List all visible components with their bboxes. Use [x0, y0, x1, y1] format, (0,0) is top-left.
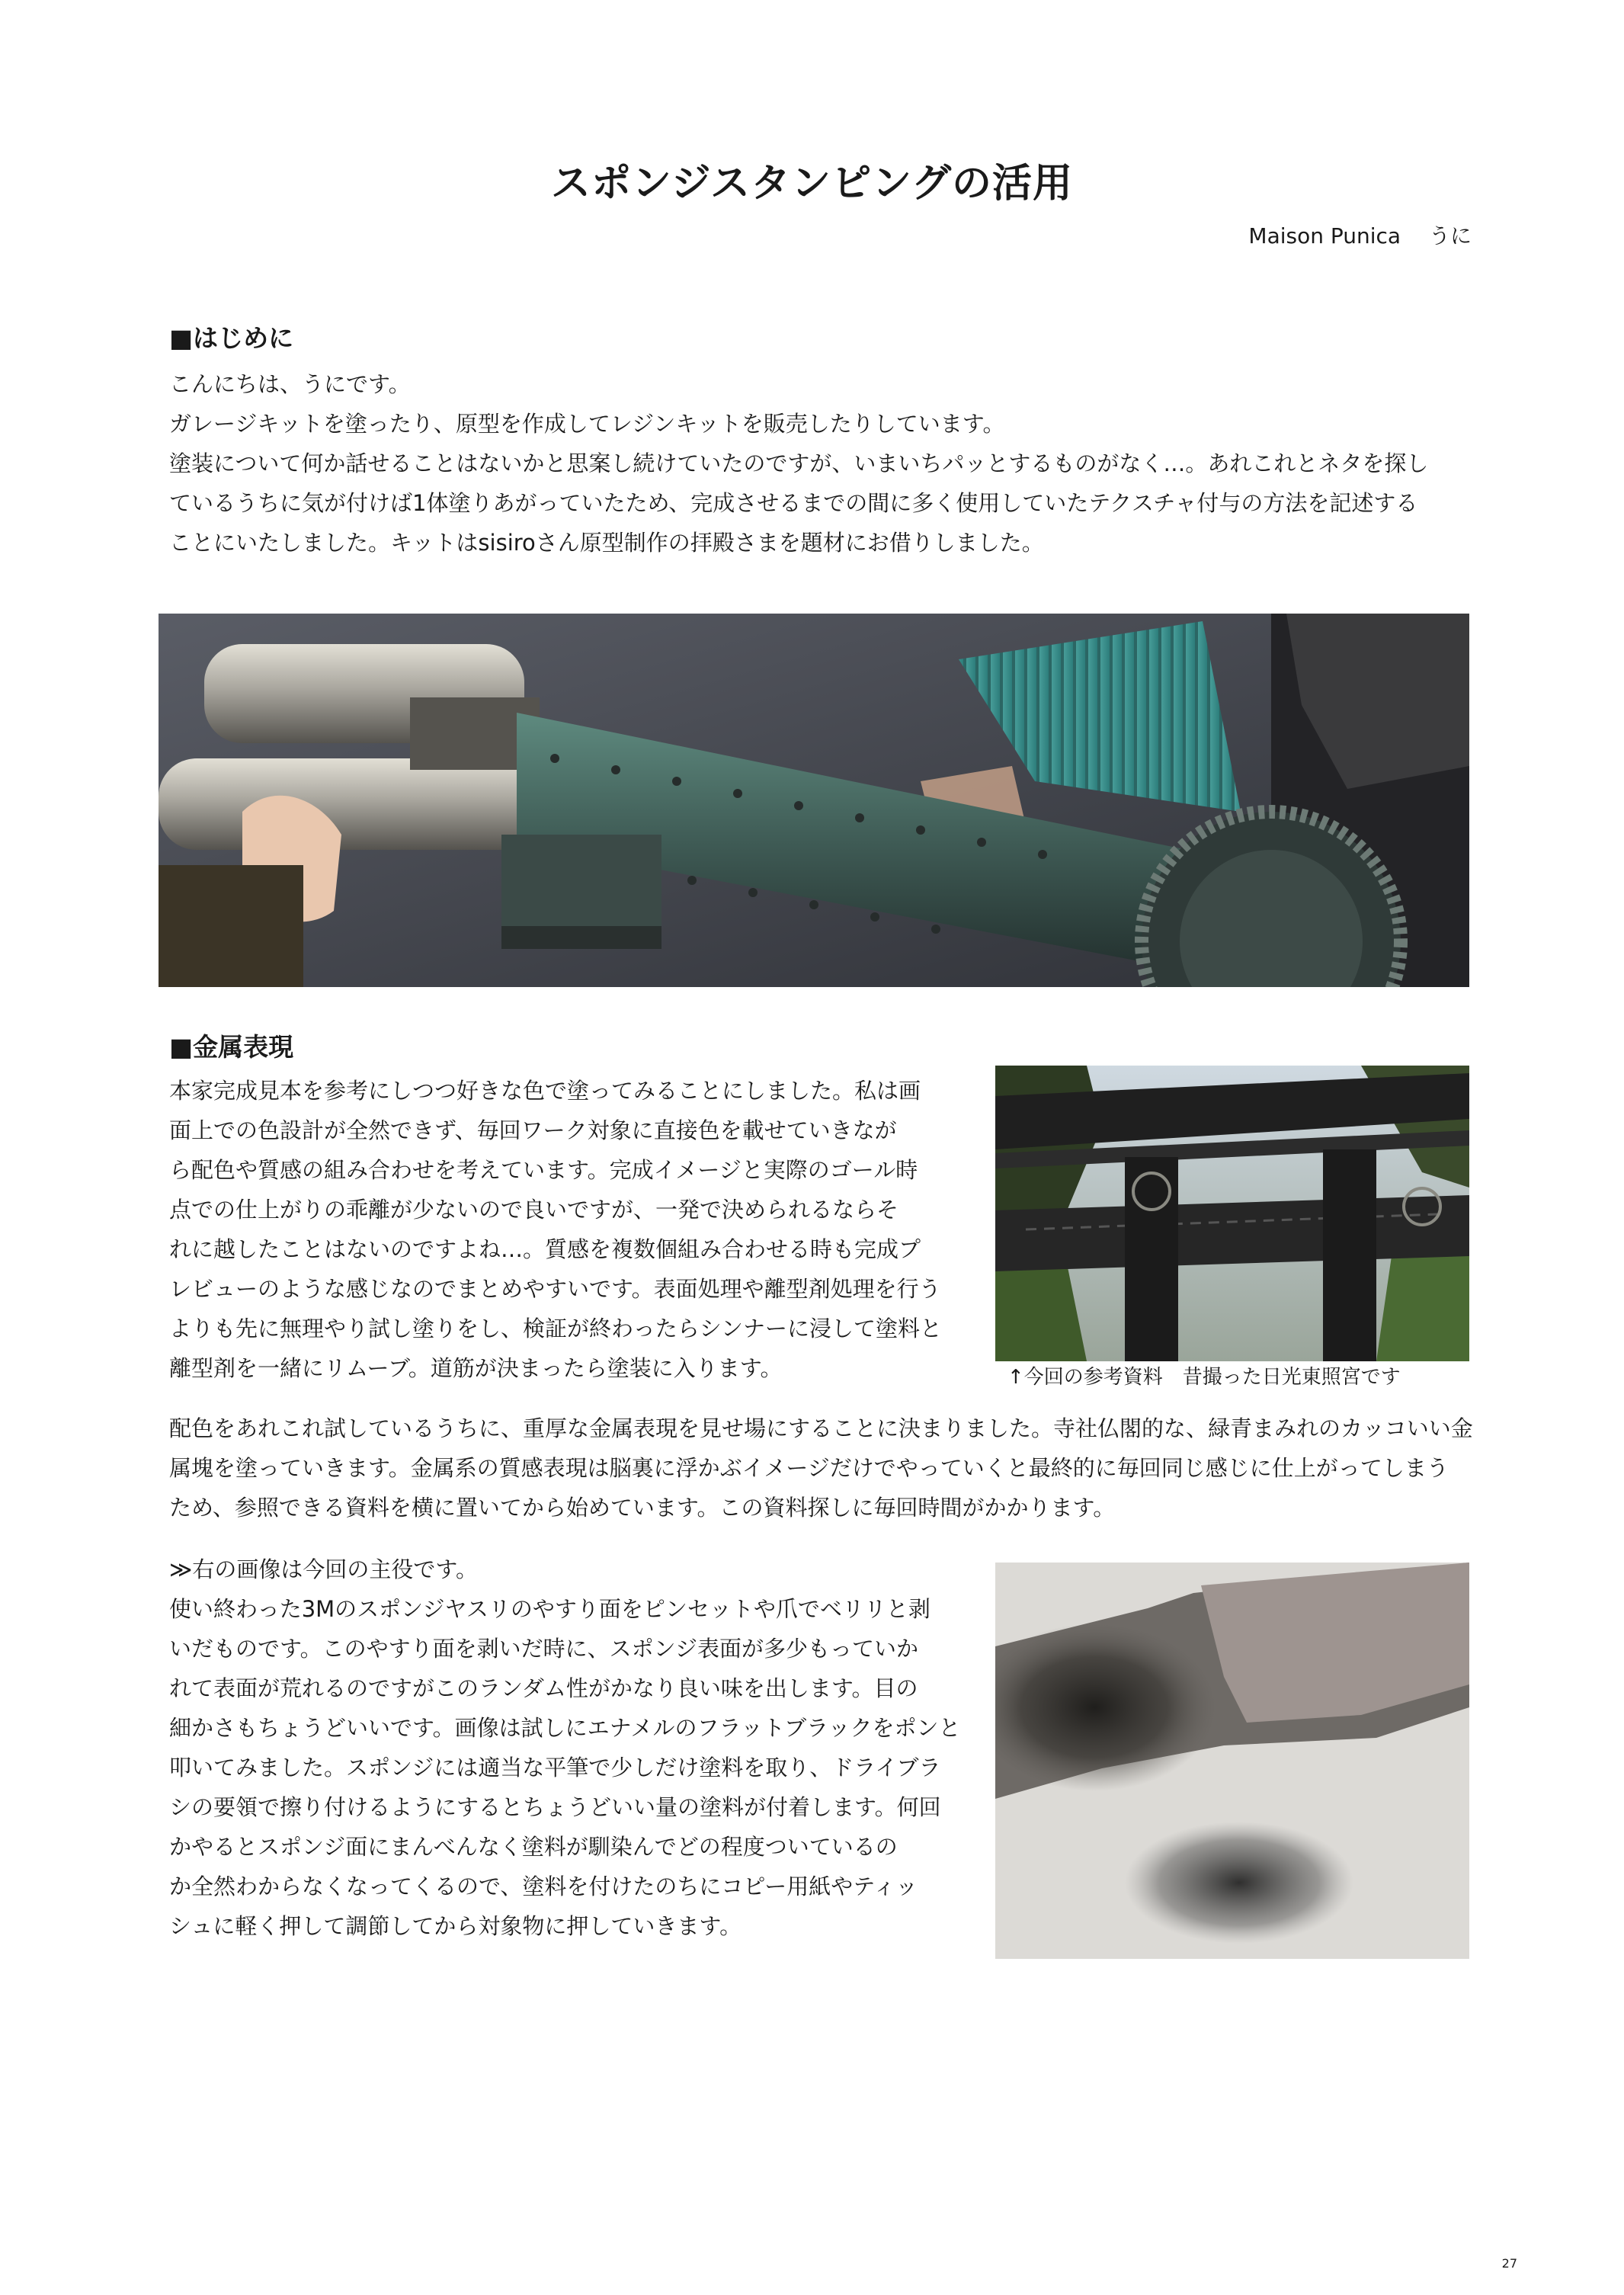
author-line: Maison Punica うに — [1248, 223, 1472, 248]
sponge-line: 叩いてみました。スポンジには適当な平筆で少しだけ塗料を取り、ドライブラ — [169, 1755, 941, 1781]
sponge-line: シュに軽く押して調節してから対象物に押していきます。 — [169, 1913, 742, 1939]
section-heading-metal: ■金属表現 — [169, 1032, 294, 1062]
metal-line: 属塊を塗っていきます。金属系の質感表現は脳裏に浮かぶイメージだけでやっていくと最終的に毎回同じ感じに仕上がってしまう — [169, 1455, 1449, 1481]
metal-line: レビューのような感じなのでまとめやすいです。表面処理や離型剤処理を行う — [169, 1276, 941, 1302]
intro-line: ことにいたしました。キットはsisiroさん原型制作の拝殿さまを題材にお借りしました。 — [169, 530, 1044, 556]
section-heading-intro: ■はじめに — [169, 323, 294, 353]
intro-line: ガレージキットを塗ったり、原型を作成してレジンキットを販売したりしています。 — [169, 411, 1005, 437]
hero-photo-metal-weapon — [159, 614, 1469, 987]
sponge-line: シの要領で擦り付けるようにするとちょうどいい量の塗料が付着します。何回 — [169, 1794, 941, 1820]
page-title: スポンジスタンピングの活用 — [550, 161, 1074, 207]
sponge-line: 使い終わった3Mのスポンジヤスリのやすり面をピンセットや爪でベリリと剥 — [169, 1596, 931, 1622]
metal-line: ため、参照できる資料を横に置いてから始めています。この資料探しに毎回時間がかかります。 — [169, 1495, 1116, 1521]
metal-line: 面上での色設計が全然できず、毎回ワーク対象に直接色を載せていきなが — [169, 1117, 897, 1143]
intro-paragraph — [169, 364, 1428, 563]
sponge-line: ≫右の画像は今回の主役です。 — [169, 1556, 479, 1582]
sponge-line: か全然わからなくなってくるので、塗料を付けたのちにコピー用紙やティッ — [169, 1874, 918, 1899]
torii-photo-illustration — [995, 1066, 1469, 1361]
reference-photo-caption: ↑今回の参考資料 昔撮った日光東照宮です — [1007, 1366, 1401, 1389]
sponge-line: かやるとスポンジ面にまんべんなく塗料が馴染んでどの程度ついているの — [169, 1834, 898, 1860]
metal-line: 本家完成見本を参考にしつつ好きな色で塗ってみることにしました。私は画 — [169, 1078, 921, 1104]
metal-line: ら配色や質感の組み合わせを考えています。完成イメージと実際のゴール時 — [169, 1157, 918, 1183]
sponge-photo-illustration — [995, 1563, 1469, 1959]
intro-line: 塗装について何か話せることはないかと思案し続けていたのですが、いまいちパッとするものがなく…。あれこれとネタを探し — [169, 450, 1429, 476]
reference-photo-torii — [995, 1066, 1469, 1361]
metal-line: れに越したことはないのですよね…。質感を複数個組み合わせる時も完成プ — [169, 1236, 921, 1262]
metal-line: 点での仕上がりの乖離が少ないので良いですが、一発で決められるならそ — [169, 1197, 899, 1223]
intro-line: ているうちに気が付けば1体塗りあがっていたため、完成させるまでの間に多く使用していたテクスチャ付与の方法を記述する — [169, 490, 1418, 516]
sponge-sample-photo — [995, 1563, 1469, 1959]
sponge-line: いだものです。このやすり面を剥いだ時に、スポンジ表面が多少もっていか — [169, 1636, 918, 1662]
page-number: 27 — [1501, 2256, 1517, 2271]
metal-line: 配色をあれこれ試しているうちに、重厚な金属表現を見せ場にすることに決まりました。寺社仏閣的な、緑青まみれのカッコいい金 — [169, 1415, 1473, 1441]
sponge-line: れて表面が荒れるのですがこのランダム性がかなり良い味を出します。目の — [169, 1675, 918, 1701]
hero-photo-illustration — [159, 614, 1469, 987]
sponge-line: 細かさもちょうどいいです。画像は試しにエナメルのフラットブラックをポンと — [169, 1715, 961, 1741]
metal-line: よりも先に無理やり試し塗りをし、検証が終わったらシンナーに浸して塗料と — [169, 1316, 942, 1341]
intro-line: こんにちは、うにです。 — [169, 371, 411, 397]
metal-paragraph-full — [169, 1409, 1473, 1527]
metal-line: 離型剤を一緒にリムーブ。道筋が決まったら塗装に入ります。 — [169, 1355, 783, 1381]
sponge-paragraph — [169, 1550, 961, 1946]
metal-paragraph-left — [169, 1071, 942, 1388]
